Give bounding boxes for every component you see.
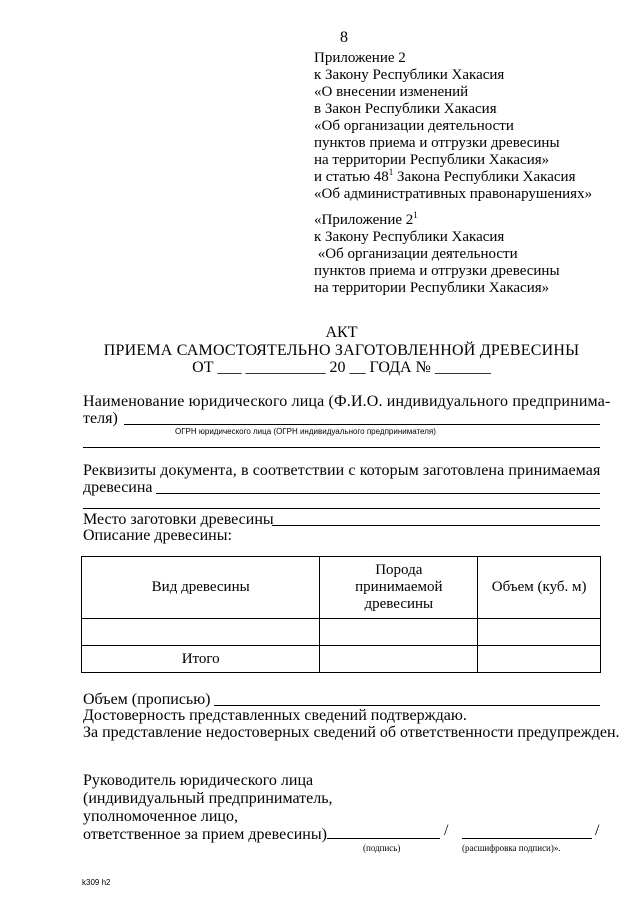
appendix-line: Приложение 2: [314, 50, 406, 66]
signature-caption: (подпись): [363, 843, 401, 853]
appendix-line: «О внесении изменений: [314, 84, 469, 100]
wood-table: [81, 556, 601, 673]
ogrn-field[interactable]: [83, 447, 600, 448]
doc-requisites-label-cont: древесина: [83, 479, 153, 496]
ogrn-caption: ОГРН юридического лица (ОГРН индивидуального предпринимателя): [175, 427, 436, 436]
act-title: АКТ: [325, 324, 358, 341]
appendix2-first-text: «Приложение 2: [314, 212, 414, 228]
act-subtitle: ПРИЕМА САМОСТОЯТЕЛЬНО ЗАГОТОВЛЕННОЙ ДРЕВЕСИНЫ: [103, 342, 580, 359]
harvest-place-field[interactable]: [272, 525, 600, 526]
appendix-line: «Об организации деятельности: [314, 118, 514, 134]
col-header-species: Порода принимаемой древесины: [320, 557, 478, 619]
legal-name-label: Наименование юридического лица (Ф.И.О. индивидуального предпринима-: [83, 393, 611, 410]
page-number: 8: [340, 29, 348, 46]
total-cell[interactable]: [320, 646, 478, 673]
signer-line: уполномоченное лицо,: [83, 808, 238, 825]
doc-requisites-label: Реквизиты документа, в соответствии с которым заготовлена принимаемая: [83, 462, 601, 479]
appendix-article-before: и статью 48: [314, 169, 389, 185]
table-cell[interactable]: [82, 619, 320, 646]
appendix2-first-line: [314, 212, 560, 229]
table-row: [82, 619, 601, 646]
slash-separator-end: /: [595, 822, 600, 839]
legal-name-label-cont: теля): [83, 410, 118, 427]
harvest-place-label: Место заготовки древесины: [83, 511, 274, 528]
confirm-text: Достоверность представленных сведений подтверждаю.: [83, 707, 467, 724]
table-header-row: [82, 557, 601, 619]
doc-requisites-field-2[interactable]: [83, 508, 600, 509]
wood-description-label: Описание древесины:: [83, 527, 232, 544]
table-cell[interactable]: [320, 619, 478, 646]
appendix-last-line: «Об административных правонарушениях»: [314, 186, 593, 202]
appendix-line: к Закону Республики Хакасия: [314, 67, 505, 83]
signature-decode-field[interactable]: [462, 838, 592, 839]
appendix-line: в Закон Республики Хакасия: [314, 101, 497, 117]
legal-name-field[interactable]: [124, 424, 600, 425]
document-code: k309 h2: [82, 878, 111, 887]
total-volume-cell[interactable]: [478, 646, 601, 673]
table-cell[interactable]: [478, 619, 601, 646]
signer-line: (индивидуальный предприниматель,: [83, 790, 333, 807]
appendix2-block: [314, 212, 560, 297]
appendix-line: на территории Республики Хакасия»: [314, 152, 550, 168]
slash-separator: /: [444, 822, 449, 839]
appendix-article-sup: 1: [388, 167, 394, 177]
act-date-line: ОТ ___ __________ 20 __ ГОДА № _______: [192, 359, 491, 376]
total-label: Итого: [82, 646, 320, 673]
appendix2-line: к Закону Республики Хакасия: [314, 229, 505, 245]
signer-line: ответственное за прием древесины): [83, 826, 327, 843]
appendix-article-after: Закона Республики Хакасия: [393, 169, 576, 185]
signer-line: Руководитель юридического лица: [83, 772, 314, 789]
col-header-volume: Объем (куб. м): [478, 557, 601, 619]
warned-text: За представление недостоверных сведений об ответственности предупрежден.: [83, 724, 620, 741]
volume-words-label: Объем (прописью): [83, 691, 211, 708]
appendix-article-line: [314, 169, 592, 186]
table-total-row: [82, 646, 601, 673]
appendix-block: [314, 50, 592, 203]
signature-decode-caption: (расшифровка подписи)».: [462, 843, 561, 853]
appendix2-first-sup: 1: [413, 210, 418, 220]
doc-requisites-field[interactable]: [156, 493, 600, 494]
appendix-line: пунктов приема и отгрузки древесины: [314, 135, 560, 151]
col-header-wood-type: Вид древесины: [82, 557, 320, 619]
appendix2-line: пунктов приема и отгрузки древесины: [314, 263, 560, 279]
appendix2-line: «Об организации деятельности: [314, 246, 518, 262]
appendix2-line: на территории Республики Хакасия»: [314, 280, 550, 296]
volume-words-field[interactable]: [214, 705, 600, 706]
signer-block: [83, 772, 333, 844]
signature-field[interactable]: [327, 838, 440, 839]
